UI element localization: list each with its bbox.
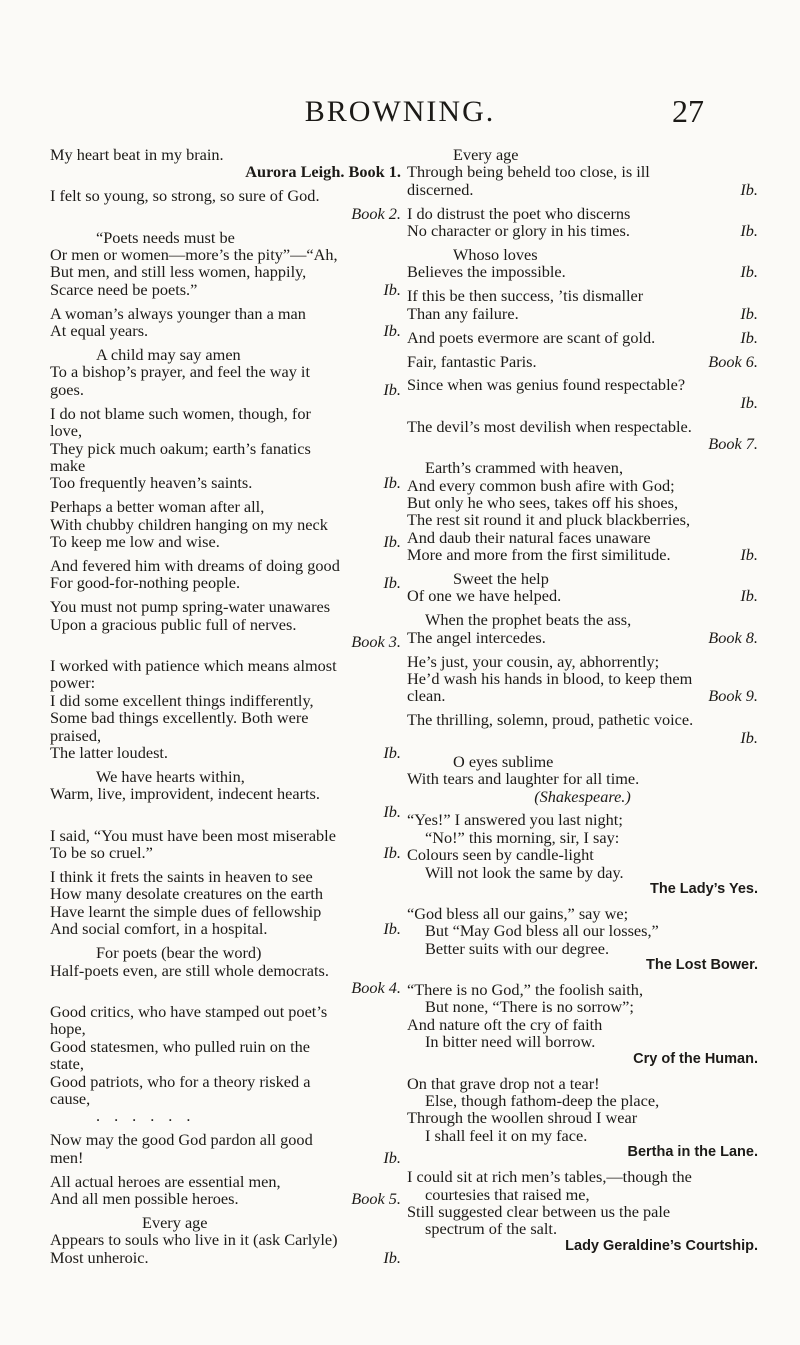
quotation <box>407 981 758 1068</box>
quotation <box>50 768 401 820</box>
quote-source: Book 5. <box>351 1188 401 1208</box>
quote-source: Ib. <box>740 262 758 282</box>
quote-line: The thrilling, solemn, proud, pathetic voice. <box>407 710 694 730</box>
running-title: BROWNING. <box>304 95 496 128</box>
quote-line: Ib. Than any failure. <box>407 303 758 323</box>
quote-source: Ib. <box>383 379 401 399</box>
quote-line: make <box>50 456 86 475</box>
quote-line: Ib. For good-for-nothing people. <box>50 573 401 593</box>
quote-line: Have learnt the simple dues of fellowship <box>50 901 322 921</box>
quote-line: Better suits with our degree. <box>425 938 610 958</box>
quotation <box>50 1214 401 1266</box>
quotation <box>50 405 401 492</box>
quote-line: Appears to souls who live in it (ask Carlyle) <box>50 1230 338 1250</box>
quotation <box>407 205 758 240</box>
quote-line: Ib. More and more from the first similitude. <box>407 545 758 565</box>
quote-line: Will not look the same by day. <box>425 862 624 882</box>
quote-line: I felt so young, so strong, so sure of God. <box>50 186 320 206</box>
quote-line: They pick much oakum; earth’s fanatics <box>50 438 311 458</box>
quote-line: I do distrust the poet who discerns <box>407 203 631 223</box>
quote-line: For poets (bear the word) <box>96 943 262 963</box>
quote-line: Ib. Of one we have helped. <box>407 586 758 606</box>
quote-line: But only he who sees, takes off his shoes, <box>407 492 679 512</box>
quote-line: Earth’s crammed with heaven, <box>425 458 624 478</box>
quote-source: Ib. <box>740 545 758 565</box>
quotation <box>50 346 401 398</box>
quote-line: And fevered him with dreams of doing good <box>50 556 340 576</box>
quote-line: Half-poets even, are still whole democrats. <box>50 960 329 980</box>
quotation <box>407 459 758 563</box>
quote-line: To a bishop’s prayer, and feel the way it <box>50 362 310 382</box>
quote-line: “Yes!” I answered you last night; <box>407 810 623 830</box>
quote-line: Every age <box>142 1212 208 1232</box>
quote-source: Ib. <box>740 586 758 606</box>
quote-line: Else, though fathom-deep the place, <box>425 1091 660 1110</box>
quote-line: Perhaps a better woman after all, <box>50 497 265 517</box>
quotation <box>407 905 758 975</box>
quote-line: On that grave drop not a tear! <box>407 1073 600 1093</box>
quote-line: Whoso loves <box>453 245 538 265</box>
quote-line: He’d wash his hands in blood, to keep them <box>407 669 693 689</box>
quote-source: Book 9. <box>708 686 758 706</box>
quote-source: Ib. <box>383 919 401 939</box>
quote-line: Ib. goes. <box>50 379 401 399</box>
quote-line: A woman’s always younger than a man <box>50 303 306 323</box>
quote-line: Ib. discerned. <box>407 179 758 199</box>
quote-line: The rest sit round it and pluck blackberries, <box>407 510 691 530</box>
quote-line: Ib. Scarce need be poets.” <box>50 279 401 299</box>
quote-line: We have hearts within, <box>96 767 245 786</box>
quote-source: (Shakespeare.) <box>534 786 631 806</box>
quotation <box>407 570 758 605</box>
quote-source: Ib. <box>740 327 758 347</box>
quote-line: I said, “You must have been most miserable <box>50 825 336 845</box>
quote-line: Ib. Too frequently heaven’s saints. <box>50 473 401 493</box>
quote-source: Ib. <box>383 801 401 821</box>
quote-line: The devil’s most devilish when respectable. <box>407 416 692 436</box>
quote-line: Through being beheld too close, is ill <box>407 162 650 182</box>
quotation <box>50 827 401 862</box>
quote-line: love, <box>50 421 83 441</box>
quote-line: Every age <box>453 145 519 164</box>
quote-line: Ib. At equal years. <box>50 321 401 341</box>
quote-line: I did some excellent things indifferently, <box>50 690 314 710</box>
quote-line: And every common bush afire with God; <box>407 475 675 495</box>
quote-source: Ib. <box>740 221 758 241</box>
quote-source: Book 7. <box>708 434 758 454</box>
quote-line: All actual heroes are essential men, <box>50 1171 281 1191</box>
quote-line: And daub their natural faces unaware <box>407 527 651 547</box>
quote-line: I think it frets the saints in heaven to see <box>50 867 313 887</box>
quote-line: But men, and still less women, happily, <box>50 262 307 282</box>
quote-line: Colours seen by candle-light <box>407 845 594 865</box>
quote-line: You must not pump spring-water unawares <box>50 597 331 617</box>
quote-line: Book 6. Fair, fantastic Paris. <box>407 351 758 371</box>
quote-line: I shall feel it on my face. <box>425 1125 588 1145</box>
quote-line: Good statesmen, who pulled ruin on the <box>50 1036 311 1056</box>
quote-line: Ib. And poets evermore are scant of gold. <box>407 327 758 347</box>
quote-line: Ib. Most unheroic. <box>50 1247 401 1267</box>
quote-line: Still suggested clear between us the pale <box>407 1201 671 1221</box>
quotation <box>50 146 401 181</box>
quote-line: Book 9. clean. <box>407 686 758 706</box>
quotation <box>50 187 401 222</box>
right-column <box>407 146 758 1262</box>
quotation <box>407 711 758 746</box>
quote-source: Ib. <box>740 179 758 199</box>
quote-source: Ib. <box>383 843 401 863</box>
quote-line: spectrum of the salt. <box>425 1219 558 1239</box>
quote-source: Cry of the Human. <box>633 1050 758 1067</box>
quote-line: hope, <box>50 1019 86 1039</box>
quote-source: Book 2. <box>351 203 401 223</box>
quotation <box>407 146 758 198</box>
quote-source: The Lost Bower. <box>646 957 758 974</box>
quote-source: Ib. <box>383 532 401 552</box>
quote-line: Now may the good God pardon all good <box>50 1130 313 1150</box>
quote-source: Lady Geraldine’s Courtship. <box>565 1237 758 1254</box>
quote-line: power: <box>50 673 96 693</box>
quote-source: Aurora Leigh. Book 1. <box>245 162 401 182</box>
quotation <box>50 868 401 938</box>
quote-source: Book 3. <box>351 632 401 652</box>
left-column <box>50 146 401 1273</box>
quote-line: I could sit at rich men’s tables,—though the <box>407 1167 692 1187</box>
quotation <box>50 557 401 592</box>
quotation <box>407 653 758 705</box>
quote-line: Some bad things excellently. Both were <box>50 708 309 728</box>
quote-source: Book 4. <box>351 977 401 997</box>
quote-source: Ib. <box>383 279 401 299</box>
quote-line: “Poets needs must be <box>96 227 235 247</box>
quote-line: How many desolate creatures on the earth <box>50 884 324 904</box>
quotation <box>50 1131 401 1166</box>
quote-line: With chubby children hanging on my neck <box>50 514 328 534</box>
quote-line: I do not blame such women, though, for <box>50 403 311 423</box>
quotation <box>407 753 758 805</box>
quote-source: Ib. <box>383 573 401 593</box>
quote-line: state, <box>50 1054 84 1074</box>
quote-line: “No!” this morning, sir, I say: <box>425 827 620 847</box>
quotation <box>407 246 758 281</box>
quotation <box>50 1003 401 1125</box>
quotation <box>50 498 401 550</box>
quote-source: Ib. <box>383 473 401 493</box>
quote-line: He’s just, your cousin, ay, abhorrently; <box>407 651 660 671</box>
quote-source: Ib. <box>383 1247 401 1267</box>
quote-line: Good critics, who have stamped out poet’s <box>50 1001 328 1021</box>
quotation <box>50 1173 401 1208</box>
page-number: 27 <box>672 93 704 129</box>
quote-line: Book 5. And all men possible heroes. <box>50 1188 401 1208</box>
quote-source: Book 8. <box>708 627 758 647</box>
quote-line: Ib. To keep me low and wise. <box>50 532 401 552</box>
quote-line: Through the woollen shroud I wear <box>407 1108 638 1128</box>
quote-line: Ib. To be so cruel.” <box>50 843 401 863</box>
quote-source: The Lady’s Yes. <box>650 881 758 898</box>
quote-line: My heart beat in my brain. <box>50 145 224 164</box>
quotation <box>407 811 758 898</box>
quote-line: courtesies that raised me, <box>425 1184 590 1204</box>
quote-line: With tears and laughter for all time. <box>407 769 640 789</box>
quotation <box>50 944 401 996</box>
quote-line: In bitter need will borrow. <box>425 1032 596 1052</box>
quote-source: Ib. <box>383 321 401 341</box>
quote-line: And nature oft the cry of faith <box>407 1014 603 1034</box>
quotation <box>407 376 758 411</box>
quote-source: Ib. <box>383 1147 401 1167</box>
quote-line: But none, “There is no sorrow”; <box>425 997 634 1017</box>
ellipsis-dots: ...... <box>96 1106 205 1126</box>
quote-source: Ib. <box>740 727 758 747</box>
quote-line: Good patriots, who for a theory risked a <box>50 1071 311 1091</box>
quotation <box>407 611 758 646</box>
quote-line: Ib. Believes the impossible. <box>407 262 758 282</box>
quote-line: Ib. And social comfort, in a hospital. <box>50 919 401 939</box>
quote-source: Bertha in the Lane. <box>627 1144 758 1161</box>
quotation <box>407 1075 758 1162</box>
quotation <box>407 1168 758 1255</box>
quote-source: Ib. <box>740 392 758 412</box>
quote-line: Book 8. The angel intercedes. <box>407 627 758 647</box>
quote-line: But “May God bless all our losses,” <box>425 921 659 941</box>
quote-line: Ib. No character or glory in his times. <box>407 221 758 241</box>
quote-line: praised, <box>50 725 102 745</box>
quote-line: Upon a gracious public full of nerves. <box>50 614 297 634</box>
quotation <box>407 287 758 322</box>
quote-line: A child may say amen <box>96 345 241 365</box>
quote-line: cause, <box>50 1088 91 1108</box>
quote-source: Book 6. <box>708 351 758 371</box>
quotation <box>50 598 401 650</box>
quote-line: If this be then success, ’tis dismaller <box>407 286 644 306</box>
quote-line: Ib. men! <box>50 1147 401 1167</box>
quote-line: Ib. The latter loudest. <box>50 743 401 763</box>
quote-source: Ib. <box>740 303 758 323</box>
quote-line: Sweet the help <box>453 569 549 589</box>
quotation <box>50 229 401 299</box>
quotation <box>407 353 758 370</box>
quote-line: I worked with patience which means almost <box>50 656 337 676</box>
quote-line: Warm, live, improvident, indecent hearts. <box>50 784 320 804</box>
quote-line: Since when was genius found respectable? <box>407 375 686 395</box>
quote-line: “God bless all our gains,” say we; <box>407 903 629 923</box>
quote-line: When the prophet beats the ass, <box>425 610 632 630</box>
page-header <box>0 0 800 130</box>
quotation <box>407 329 758 346</box>
quotation <box>50 305 401 340</box>
quote-line: “There is no God,” the foolish saith, <box>407 980 644 1000</box>
quotation <box>50 657 401 761</box>
quotation <box>407 418 758 453</box>
quote-source: Ib. <box>383 743 401 763</box>
quote-line: Or men or women—more’s the pity”—“Ah, <box>50 245 338 265</box>
quote-line: O eyes sublime <box>453 751 554 771</box>
